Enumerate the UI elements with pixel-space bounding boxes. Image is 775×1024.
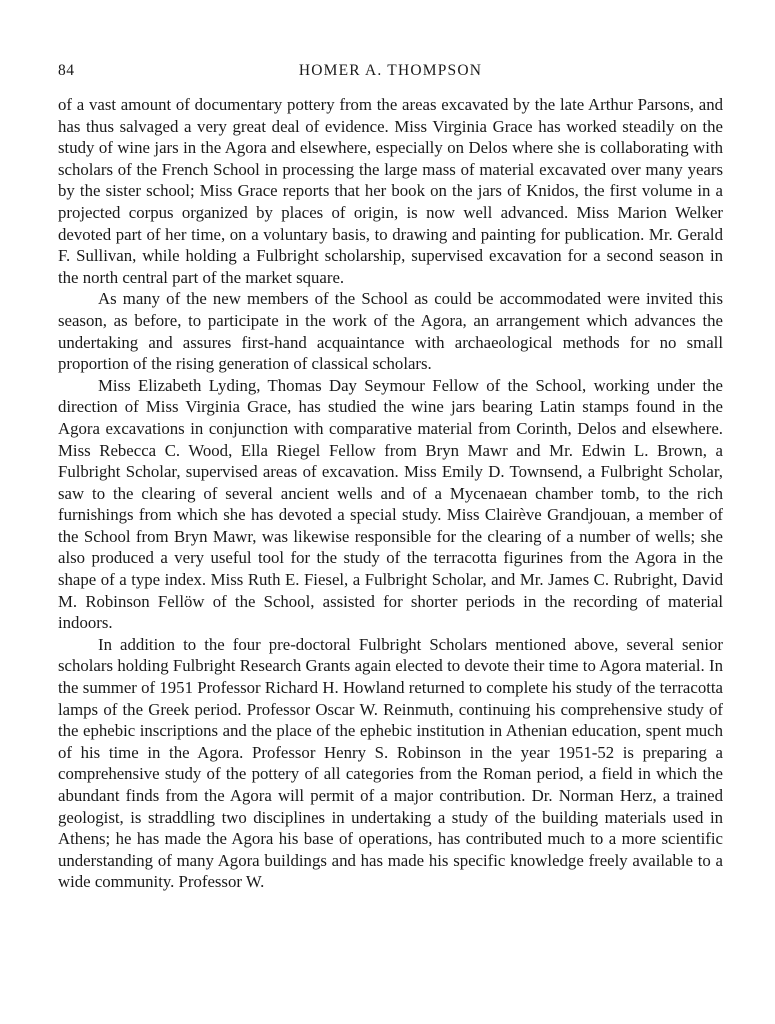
document-page (58, 62, 723, 893)
paragraph-continuation: of a vast amount of documentary pottery from the areas excavated by the late Arthur Parsons, and has thus salvaged a very great deal of evidence. Miss Virginia Grace has worked steadily on the study of wine jars in the Agora and elsewhere, especially on Delos where she is collaborating with scholars of the French School in processing the large mass of material excavated over many years by the sister school; Miss Grace reports that her book on the jars of Knidos, the first volume in a projected corpus organized by places of origin, is now well advanced. Miss Marion Welker devoted part of her time, on a voluntary basis, to drawing and painting for publication. Mr. Gerald F. Sullivan, while holding a Fulbright scholarship, supervised excavation for a second season in the north central part of the market square. (58, 95, 723, 287)
paragraph-school-members: As many of the new members of the School as could be accommodated were invited this season, as before, to participate in the work of the Agora, an arrangement which advances the undertaking and assures first-hand acquaintance with archaeological methods for no small proportion of the rising generation of classical scholars. (58, 289, 723, 374)
running-title: HOMER A. THOMPSON (298, 62, 483, 79)
paragraph-fellows: Miss Elizabeth Lyding, Thomas Day Seymour Fellow of the School, working under the direction of Miss Virginia Grace, has studied the wine jars bearing Latin stamps found in the Agora excavations in conjunction with comparative material from Corinth, Delos and elsewhere. Miss Rebecca C. Wood, Ella Riegel Fellow from Bryn Mawr and Mr. Edwin L. Brown, a Fulbright Scholar, supervised areas of excavation. Miss Emily D. Townsend, a Fulbright Scholar, saw to the clearing of several ancient wells and of a Mycenaean chamber tomb, to the rich furnishings from which she has devoted a special study. Miss Clairève Grandjouan, a member of the School from Bryn Mawr, was likewise responsible for the clearing of a number of wells; she also produced a very useful tool for the study of the terracotta figurines from the Agora in the shape of a type index. Miss Ruth E. Fiesel, a Fulbright Scholar, and Mr. James C. Rubright, David M. Robinson Fellöw of the School, assisted for shorter periods in the recording of material indoors. (58, 375, 723, 633)
page-number: 84 (58, 62, 75, 79)
running-head (58, 62, 723, 86)
paragraph-fulbright-scholars: In addition to the four pre-doctoral Fulbright Scholars mentioned above, several senior scholars holding Fulbright Research Grants again elected to devote their time to Agora material. In the summer of 1951 Professor Richard H. Howland returned to complete his study of the terracotta lamps of the Greek period. Professor Oscar W. Reinmuth, continuing his comprehensive study of the ephebic inscriptions and the place of the ephebic institution in Athenian education, spent much of his time in the Agora. Professor Henry S. Robinson in the year 1951-52 is preparing a comprehensive study of the pottery of all categories from the Roman period, a field in which the abundant finds from the Agora will permit of a major contribution. Dr. Norman Herz, a trained geologist, is straddling two disciplines in undertaking a study of the building materials used in Athens; he has made the Agora his base of operations, has contributed much to a more scientific understanding of many Agora buildings and has made his specific knowledge freely available to a wide community. Professor W. (58, 634, 723, 892)
body-text (58, 94, 723, 893)
